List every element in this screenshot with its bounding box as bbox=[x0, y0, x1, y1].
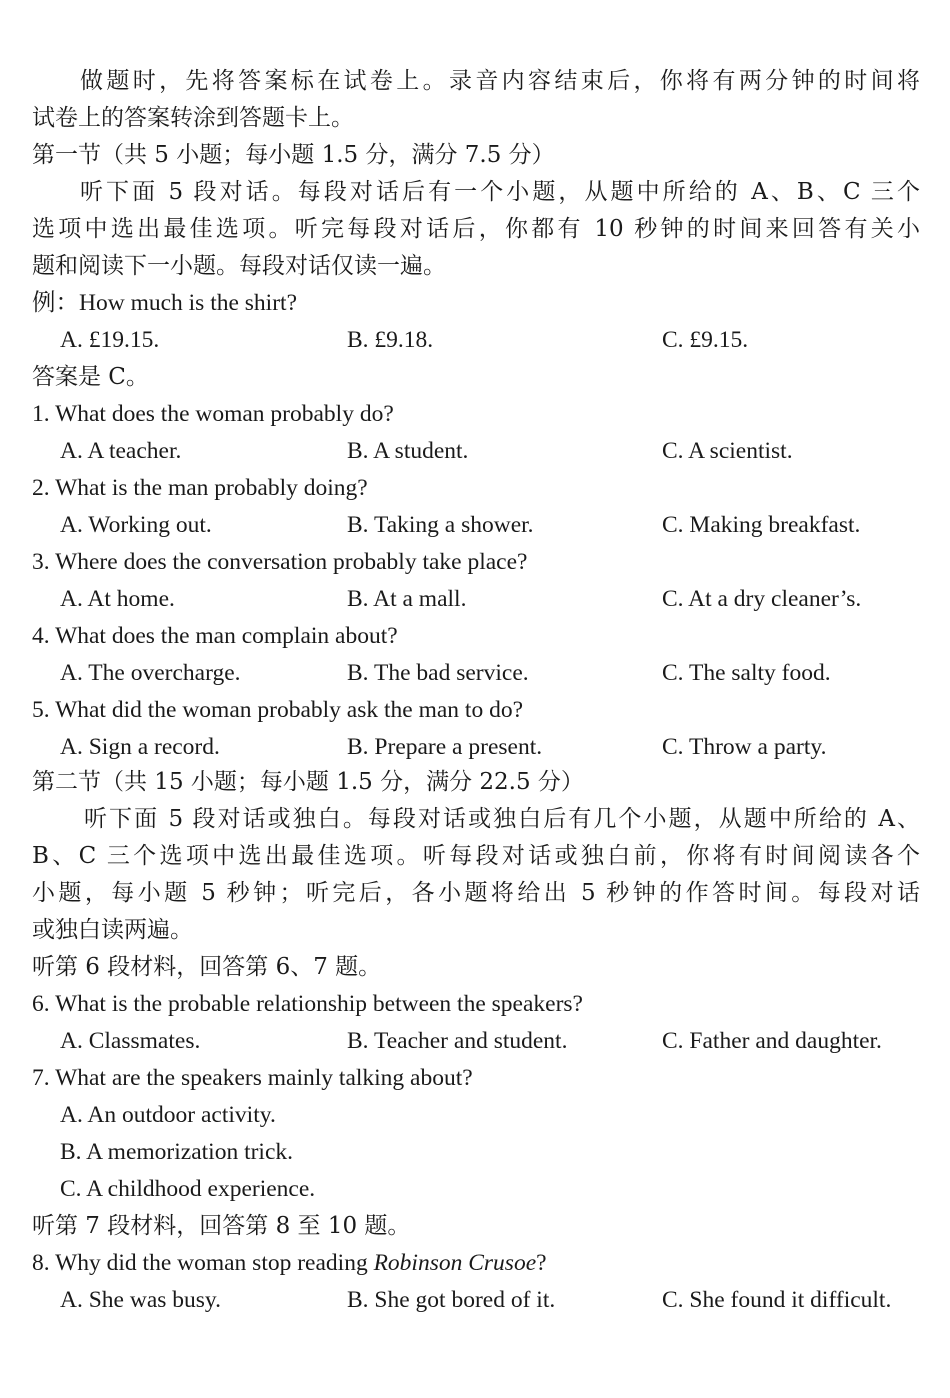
example-answer: 答案是 C。 bbox=[32, 364, 149, 390]
question-6-options bbox=[0, 1023, 950, 1060]
question-3-options bbox=[0, 581, 950, 618]
question-7: 7. What are the speakers mainly talking about? bbox=[32, 1065, 473, 1091]
example-option-b: B. £9.18. bbox=[347, 327, 434, 353]
section2-directions-3: 小题，每小题 5 秒钟；听完后，各小题将给出 5 秒钟的作答时间。每段对话 bbox=[32, 880, 920, 906]
section1-directions-2: 选项中选出最佳选项。听完每段对话后，你都有 10 秒钟的时间来回答有关小 bbox=[32, 216, 920, 242]
q7-option-c: C. A childhood experience. bbox=[60, 1176, 316, 1202]
question-1-options bbox=[0, 433, 950, 470]
section1-heading: 第一节（共 5 小题；每小题 1.5 分，满分 7.5 分） bbox=[32, 142, 555, 168]
material-7-heading: 听第 7 段材料，回答第 8 至 10 题。 bbox=[32, 1213, 411, 1239]
q8-option-b: B. She got bored of it. bbox=[347, 1287, 556, 1313]
question-5-options bbox=[0, 729, 950, 766]
q4-option-c: C. The salty food. bbox=[662, 660, 831, 686]
q7-option-a: A. An outdoor activity. bbox=[60, 1102, 276, 1128]
question-8-suffix: ? bbox=[536, 1250, 547, 1276]
q3-option-b: B. At a mall. bbox=[347, 586, 467, 612]
q6-option-b: B. Teacher and student. bbox=[347, 1028, 568, 1054]
q3-option-a: A. At home. bbox=[60, 586, 175, 612]
q5-option-c: C. Throw a party. bbox=[662, 734, 827, 760]
q7-option-c-row bbox=[0, 1171, 950, 1208]
q7-option-b: B. A memorization trick. bbox=[60, 1139, 294, 1165]
question-2: 2. What is the man probably doing? bbox=[32, 475, 368, 501]
question-1: 1. What does the woman probably do? bbox=[32, 401, 394, 427]
question-8 bbox=[0, 1245, 950, 1282]
q6-option-c: C. Father and daughter. bbox=[662, 1028, 882, 1054]
question-5: 5. What did the woman probably ask the man to do? bbox=[32, 697, 523, 723]
q4-option-a: A. The overcharge. bbox=[60, 660, 241, 686]
q1-option-a: A. A teacher. bbox=[60, 438, 182, 464]
q7-option-b-row bbox=[0, 1134, 950, 1171]
question-2-options bbox=[0, 507, 950, 544]
example-options bbox=[0, 322, 950, 359]
question-8-book-title: Robinson Crusoe bbox=[373, 1250, 537, 1276]
q8-option-c: C. She found it difficult. bbox=[662, 1287, 892, 1313]
question-8-prefix: 8. Why did the woman stop reading bbox=[32, 1250, 374, 1276]
material-6-heading: 听第 6 段材料，回答第 6、7 题。 bbox=[32, 954, 382, 980]
section2-heading: 第二节（共 15 小题；每小题 1.5 分，满分 22.5 分） bbox=[32, 769, 584, 795]
section2-directions-1: 听下面 5 段对话或独白。每段对话或独白后有几个小题，从题中所给的 A、 bbox=[84, 806, 920, 832]
q8-option-a: A. She was busy. bbox=[60, 1287, 222, 1313]
q2-option-c: C. Making breakfast. bbox=[662, 512, 861, 538]
question-6: 6. What is the probable relationship between the speakers? bbox=[32, 991, 583, 1017]
q7-option-a-row bbox=[0, 1097, 950, 1134]
q6-option-a: A. Classmates. bbox=[60, 1028, 201, 1054]
q5-option-a: A. Sign a record. bbox=[60, 734, 220, 760]
example-option-c: C. £9.15. bbox=[662, 327, 749, 353]
question-8-options bbox=[0, 1282, 950, 1319]
q3-option-c: C. At a dry cleaner’s. bbox=[662, 586, 862, 612]
section2-directions-2: B、C 三个选项中选出最佳选项。听每段对话或独白前，你将有时间阅读各个 bbox=[32, 843, 920, 869]
q4-option-b: B. The bad service. bbox=[347, 660, 529, 686]
q1-option-b: B. A student. bbox=[347, 438, 469, 464]
intro-line-2: 试卷上的答案转涂到答题卡上。 bbox=[32, 105, 354, 131]
question-4-options bbox=[0, 655, 950, 692]
section1-directions-3: 题和阅读下一小题。每段对话仅读一遍。 bbox=[32, 253, 446, 279]
section2-directions-4: 或独白读两遍。 bbox=[32, 917, 193, 943]
q5-option-b: B. Prepare a present. bbox=[347, 734, 543, 760]
question-3: 3. Where does the conversation probably take place? bbox=[32, 549, 528, 575]
intro-line-1: 做题时，先将答案标在试卷上。录音内容结束后，你将有两分钟的时间将 bbox=[80, 68, 920, 94]
example-option-a: A. £19.15. bbox=[60, 327, 160, 353]
q2-option-a: A. Working out. bbox=[60, 512, 212, 538]
section1-directions-1: 听下面 5 段对话。每段对话后有一个小题，从题中所给的 A、B、C 三个 bbox=[80, 179, 920, 205]
example-question: 例：How much is the shirt? bbox=[32, 290, 297, 316]
q2-option-b: B. Taking a shower. bbox=[347, 512, 534, 538]
q1-option-c: C. A scientist. bbox=[662, 438, 793, 464]
question-4: 4. What does the man complain about? bbox=[32, 623, 398, 649]
